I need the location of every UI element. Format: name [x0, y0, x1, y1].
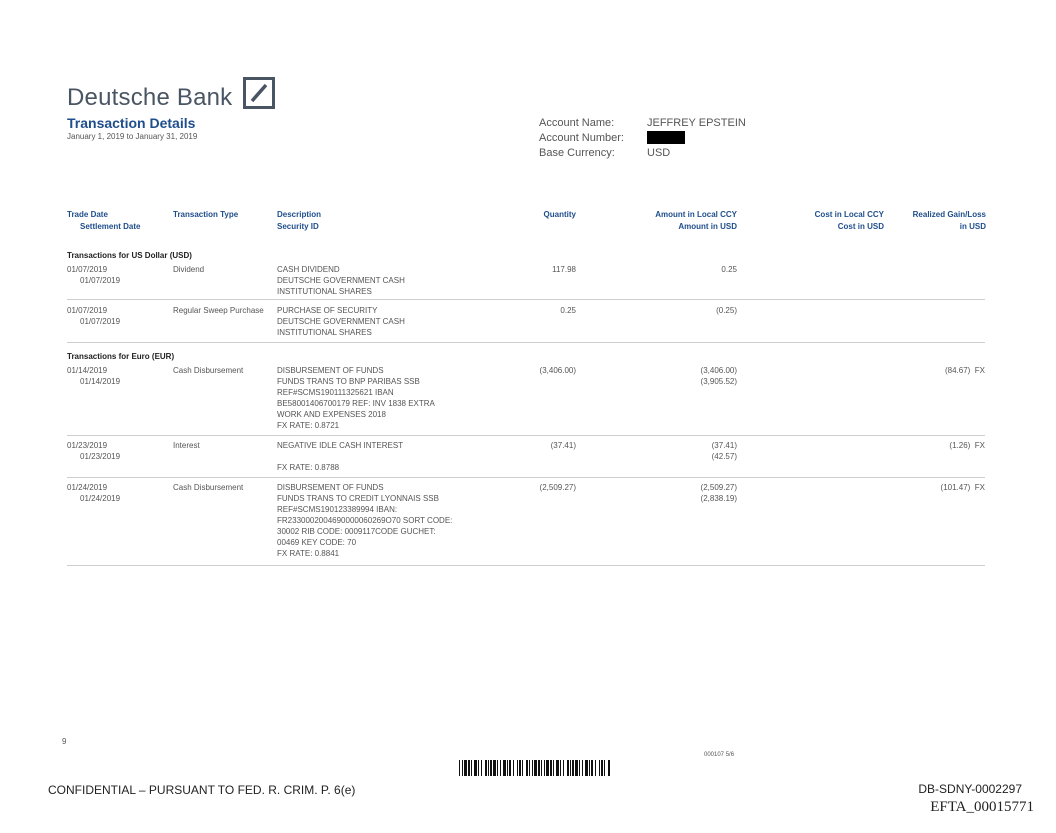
barcode-icon	[459, 760, 611, 776]
settlement-date: 01/14/2019	[80, 377, 121, 386]
description: PURCHASE OF SECURITY DEUTSCHE GOVERNMENT CASH INSTITUTIONAL SHARES	[277, 306, 405, 337]
description: DISBURSEMENT OF FUNDS FUNDS TRANS TO CREDIT LYONNAIS SSB REF#SCMS190123389994 IBAN: FR2330002004690000060269O70 SORT CODE: 30002 RIB CODE: 0009117CODE GUCHET: 00469 KEY CODE: 70 FX RATE: 0.8841	[277, 483, 453, 558]
trade-date: 01/24/2019	[67, 483, 108, 492]
col-security-id: Security ID	[277, 222, 319, 231]
amount: (0.25)	[716, 306, 737, 315]
section-title-eur: Transactions for Euro (EUR)	[67, 352, 175, 361]
col-gain-loss-unit: in USD	[959, 222, 986, 231]
quantity: (2,509.27)	[539, 483, 576, 492]
barcode-id: 000107 5/6	[704, 752, 735, 758]
row-divider	[67, 565, 985, 566]
amount: 0.25	[721, 265, 737, 274]
bank-name: Deutsche Bank	[67, 84, 233, 111]
confidential-notice: CONFIDENTIAL – PURSUANT TO FED. R. CRIM. P. 6(e)	[48, 783, 356, 797]
col-gain-loss: Realized Gain/Loss	[912, 210, 986, 219]
description: DISBURSEMENT OF FUNDS FUNDS TRANS TO BNP PARIBAS SSB REF#SCMS190111325621 IBAN BE58001406700179 REF: INV 1838 EXTRA WORK AND EXPENSES 2018 FX RATE: 0.8721	[277, 366, 435, 430]
amount: (3,406.00) (3,905.52)	[700, 366, 737, 386]
base-currency-value: USD	[647, 147, 671, 159]
account-number-label: Account Number:	[539, 132, 624, 144]
page-title: Transaction Details	[67, 115, 196, 131]
base-currency-label: Base Currency:	[539, 147, 615, 159]
transaction-type: Interest	[173, 441, 200, 450]
col-transaction-type: Transaction Type	[173, 210, 239, 219]
account-name-value: JEFFREY EPSTEIN	[647, 117, 746, 129]
statement-period: January 1, 2019 to January 31, 2019	[67, 132, 198, 141]
description: NEGATIVE IDLE CASH INTEREST FX RATE: 0.8788	[277, 441, 404, 472]
realized-gain-loss: (101.47) FX	[940, 483, 985, 492]
section-title-usd: Transactions for US Dollar (USD)	[67, 251, 192, 260]
quantity: (3,406.00)	[539, 366, 576, 375]
realized-gain-loss: (1.26) FX	[949, 441, 985, 450]
transaction-type: Dividend	[173, 265, 205, 274]
col-amount-local: Amount in Local CCY	[655, 210, 737, 219]
transaction-type: Cash Disbursement	[173, 366, 244, 375]
row-divider	[67, 342, 985, 343]
settlement-date: 01/07/2019	[80, 276, 121, 285]
col-cost-usd: Cost in USD	[837, 222, 884, 231]
trade-date: 01/07/2019	[67, 265, 108, 274]
page-number: 9	[62, 737, 67, 746]
amount: (2,509.27) (2,838.19)	[700, 483, 737, 503]
description: CASH DIVIDEND DEUTSCHE GOVERNMENT CASH INSTITUTIONAL SHARES	[277, 265, 405, 296]
bates-number: DB-SDNY-0002297	[918, 782, 1022, 796]
row-divider	[67, 477, 985, 478]
row-divider	[67, 435, 985, 436]
transaction-type: Cash Disbursement	[173, 483, 244, 492]
transaction-type: Regular Sweep Purchase	[173, 306, 264, 315]
col-settlement-date: Settlement Date	[80, 222, 141, 231]
amount: (37.41) (42.57)	[711, 441, 737, 461]
account-number-redaction	[647, 131, 685, 144]
settlement-date: 01/07/2019	[80, 317, 121, 326]
account-name-label: Account Name:	[539, 117, 615, 129]
quantity: 0.25	[560, 306, 576, 315]
col-cost-local: Cost in Local CCY	[814, 210, 884, 219]
trade-date: 01/23/2019	[67, 441, 108, 450]
trade-date: 01/07/2019	[67, 306, 108, 315]
settlement-date: 01/24/2019	[80, 494, 121, 503]
col-description: Description	[277, 210, 322, 219]
quantity: 117.98	[552, 265, 576, 274]
realized-gain-loss: (84.67) FX	[944, 366, 985, 375]
quantity: (37.41)	[550, 441, 576, 450]
col-amount-usd: Amount in USD	[678, 222, 737, 231]
settlement-date: 01/23/2019	[80, 452, 121, 461]
efta-number: EFTA_00015771	[930, 799, 1034, 815]
col-quantity: Quantity	[543, 210, 576, 219]
col-trade-date: Trade Date	[67, 210, 108, 219]
trade-date: 01/14/2019	[67, 366, 108, 375]
row-divider	[67, 299, 985, 300]
deutsche-bank-logo-icon	[243, 77, 275, 109]
